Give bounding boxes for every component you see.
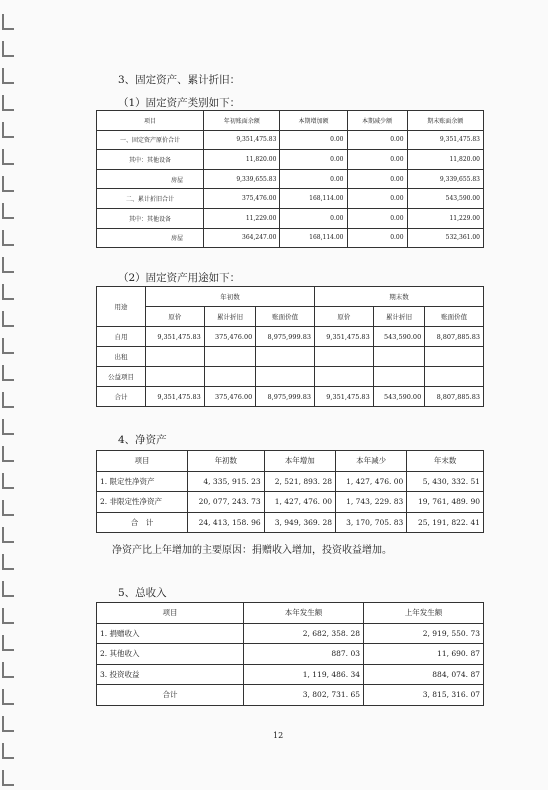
table-cell: 8,975,999.83 (256, 387, 315, 407)
table-cell: 5, 430, 332. 51 (407, 471, 484, 492)
table-cell: 2. 其他收入 (97, 644, 244, 665)
table-header-cell: 本期增加额 (280, 111, 347, 131)
net-assets-table (96, 450, 484, 533)
table-cell: 0.00 (347, 150, 407, 170)
table-header-cell: 本年发生额 (244, 603, 364, 624)
table-header-cell: 原价 (314, 307, 373, 327)
table-cell: 9,351,475.83 (407, 130, 483, 150)
table-cell: 1, 119, 486. 34 (244, 664, 364, 685)
table-cell: 168,114.00 (280, 189, 347, 209)
table-cell: 4, 335, 915. 23 (188, 471, 265, 492)
table-cell: 0.00 (347, 169, 407, 189)
binder-mark (2, 770, 14, 786)
table-cell: 0.00 (280, 150, 347, 170)
table-cell: 9,351,475.83 (146, 327, 205, 347)
table-row (97, 664, 484, 685)
binder-mark (2, 68, 14, 84)
table-header-cell: 年初数 (146, 287, 315, 307)
table-cell: 0.00 (280, 130, 347, 150)
fixed-asset-category-table (96, 110, 484, 248)
total-income-table (96, 602, 484, 706)
section-3-subtitle-2: （2）固定资产用途如下： (118, 272, 241, 284)
table-cell: 公益项目 (97, 367, 146, 387)
table-cell: 一、固定资产原价合计 (97, 130, 204, 150)
table-cell (146, 367, 205, 387)
binder-mark (2, 500, 14, 516)
table-cell: 合计 (97, 685, 244, 706)
table-cell: 0.00 (280, 169, 347, 189)
table-header-row (97, 287, 484, 307)
binder-mark (2, 176, 14, 192)
table-cell: 二、累计折旧合计 (97, 189, 204, 209)
table-cell: 11,820.00 (204, 150, 280, 170)
table-cell (146, 347, 205, 367)
table-row (97, 367, 484, 387)
table-cell (256, 367, 315, 387)
table-cell: 1, 427, 476. 00 (335, 471, 406, 492)
table-cell: 884, 074. 87 (364, 664, 484, 685)
table-cell: 0.00 (347, 189, 407, 209)
binder-mark (2, 95, 14, 111)
section-3-subtitle-1: （1）固定资产类别如下： (118, 97, 241, 109)
table-cell: 自用 (97, 327, 146, 347)
table-header-row (97, 307, 484, 327)
table-cell (425, 347, 484, 367)
binder-mark (2, 581, 14, 597)
table-cell: 375,476.00 (204, 327, 256, 347)
table-row (97, 623, 484, 644)
binder-holes (0, 0, 14, 790)
table-header-cell: 项目 (97, 451, 188, 472)
table-cell: 3, 949, 369. 28 (264, 512, 335, 533)
section-4-title: 4、净资产 (118, 434, 167, 446)
binder-mark (2, 284, 14, 300)
table-row (97, 512, 484, 533)
table-cell: 543,590.00 (373, 387, 425, 407)
table-cell: 1. 捐赠收入 (97, 623, 244, 644)
table-cell: 9,339,655.83 (407, 169, 483, 189)
section-3-title: 3、固定资产、累计折旧： (118, 74, 241, 86)
table-header-cell: 累计折旧 (373, 307, 425, 327)
fixed-asset-usage-table (96, 286, 484, 407)
table-cell: 24, 413, 158. 96 (188, 512, 265, 533)
table-cell (204, 347, 256, 367)
table-cell: 9,351,475.83 (314, 387, 373, 407)
table-header-cell: 累计折旧 (204, 307, 256, 327)
table-row (97, 208, 484, 228)
binder-mark (2, 311, 14, 327)
binder-mark (2, 203, 14, 219)
table-header-cell: 项目 (97, 603, 244, 624)
page-number: 12 (273, 731, 284, 740)
table-cell (373, 367, 425, 387)
table-cell: 2, 919, 550. 73 (364, 623, 484, 644)
binder-mark (2, 662, 14, 678)
table-header-cell: 本期减少额 (347, 111, 407, 131)
table-header-row (97, 603, 484, 624)
table-cell (425, 367, 484, 387)
table-cell: 1. 限定性净资产 (97, 471, 188, 492)
binder-mark (2, 608, 14, 624)
table-cell: 9,351,475.83 (146, 387, 205, 407)
table-row (97, 387, 484, 407)
table-header-cell: 期末账面余额 (407, 111, 483, 131)
table-cell: 其中：其他设备 (97, 150, 204, 170)
binder-mark (2, 257, 14, 273)
table-cell: 1, 427, 476. 00 (264, 492, 335, 513)
table-cell (314, 367, 373, 387)
table-header-cell: 账面价值 (256, 307, 315, 327)
binder-mark (2, 473, 14, 489)
table-cell: 19, 761, 489. 90 (407, 492, 484, 513)
table-cell: 25, 191, 822. 41 (407, 512, 484, 533)
table-header-cell: 账面价值 (425, 307, 484, 327)
table-cell (256, 347, 315, 367)
table-cell: 364,247.00 (204, 228, 280, 248)
table-row (97, 169, 484, 189)
section-5-title: 5、总收入 (118, 587, 167, 599)
binder-mark (2, 122, 14, 138)
table-cell: 375,476.00 (204, 387, 256, 407)
table-cell: 1, 743, 229. 83 (335, 492, 406, 513)
table-cell: 出租 (97, 347, 146, 367)
table-header-cell: 本年减少 (335, 451, 406, 472)
table-cell (204, 367, 256, 387)
binder-mark (2, 392, 14, 408)
table-cell: 11,820.00 (407, 150, 483, 170)
table-cell: 其中：其他设备 (97, 208, 204, 228)
binder-mark (2, 743, 14, 759)
binder-mark (2, 365, 14, 381)
binder-mark (2, 14, 14, 30)
table-cell: 房屋 (97, 169, 204, 189)
table-cell: 543,590.00 (407, 189, 483, 209)
table-cell: 2, 521, 893. 28 (264, 471, 335, 492)
table-cell: 11,229.00 (407, 208, 483, 228)
binder-mark (2, 554, 14, 570)
table-header-cell: 年初账面余额 (204, 111, 280, 131)
table-cell: 0.00 (347, 208, 407, 228)
table-cell: 8,975,999.83 (256, 327, 315, 347)
table-row (97, 130, 484, 150)
table-cell: 3, 815, 316. 07 (364, 685, 484, 706)
table-cell: 合 计 (97, 512, 188, 533)
table-header-cell: 年初数 (188, 451, 265, 472)
table-cell: 375,476.00 (204, 189, 280, 209)
table-header-cell: 年末数 (407, 451, 484, 472)
table-cell: 3. 投资收益 (97, 664, 244, 685)
binder-mark (2, 230, 14, 246)
table-cell (373, 347, 425, 367)
table-cell: 合计 (97, 387, 146, 407)
table-header-cell: 上年发生额 (364, 603, 484, 624)
table-cell: 2, 682, 358. 28 (244, 623, 364, 644)
table-header-cell: 原价 (146, 307, 205, 327)
table-row (97, 150, 484, 170)
table-cell: 3, 170, 705. 83 (335, 512, 406, 533)
table-cell: 9,351,475.83 (204, 130, 280, 150)
table-cell: 887. 03 (244, 644, 364, 665)
table-row (97, 228, 484, 248)
table-row (97, 492, 484, 513)
binder-mark (2, 419, 14, 435)
table-header-row (97, 451, 484, 472)
binder-mark (2, 41, 14, 57)
table-row (97, 644, 484, 665)
table-header-cell: 用途 (97, 287, 146, 327)
table-cell: 8,807,885.83 (425, 387, 484, 407)
table-row (97, 327, 484, 347)
table-cell: 9,351,475.83 (314, 327, 373, 347)
table-cell: 3, 802, 731. 65 (244, 685, 364, 706)
binder-mark (2, 338, 14, 354)
table-header-cell: 项目 (97, 111, 204, 131)
table-row (97, 685, 484, 706)
table-cell: 房屋 (97, 228, 204, 248)
table-cell (314, 347, 373, 367)
binder-mark (2, 149, 14, 165)
table-cell: 2. 非限定性净资产 (97, 492, 188, 513)
binder-mark (2, 635, 14, 651)
table-cell: 543,590.00 (373, 327, 425, 347)
table-header-cell: 期末数 (314, 287, 483, 307)
net-assets-note: 净资产比上年增加的主要原因：捐赠收入增加，投资收益增加。 (112, 545, 392, 556)
table-header-row (97, 111, 484, 131)
table-cell: 0.00 (280, 208, 347, 228)
binder-mark (2, 716, 14, 732)
table-row (97, 347, 484, 367)
table-cell: 20, 077, 243. 73 (188, 492, 265, 513)
table-cell: 0.00 (347, 228, 407, 248)
table-cell: 11, 690. 87 (364, 644, 484, 665)
binder-mark (2, 527, 14, 543)
binder-mark (2, 689, 14, 705)
table-cell: 532,361.00 (407, 228, 483, 248)
table-row (97, 471, 484, 492)
table-header-cell: 本年增加 (264, 451, 335, 472)
table-cell: 9,339,655.83 (204, 169, 280, 189)
table-cell: 168,114.00 (280, 228, 347, 248)
binder-mark (2, 446, 14, 462)
table-cell: 11,229.00 (204, 208, 280, 228)
table-cell: 0.00 (347, 130, 407, 150)
table-cell: 8,807,885.83 (425, 327, 484, 347)
table-row (97, 189, 484, 209)
